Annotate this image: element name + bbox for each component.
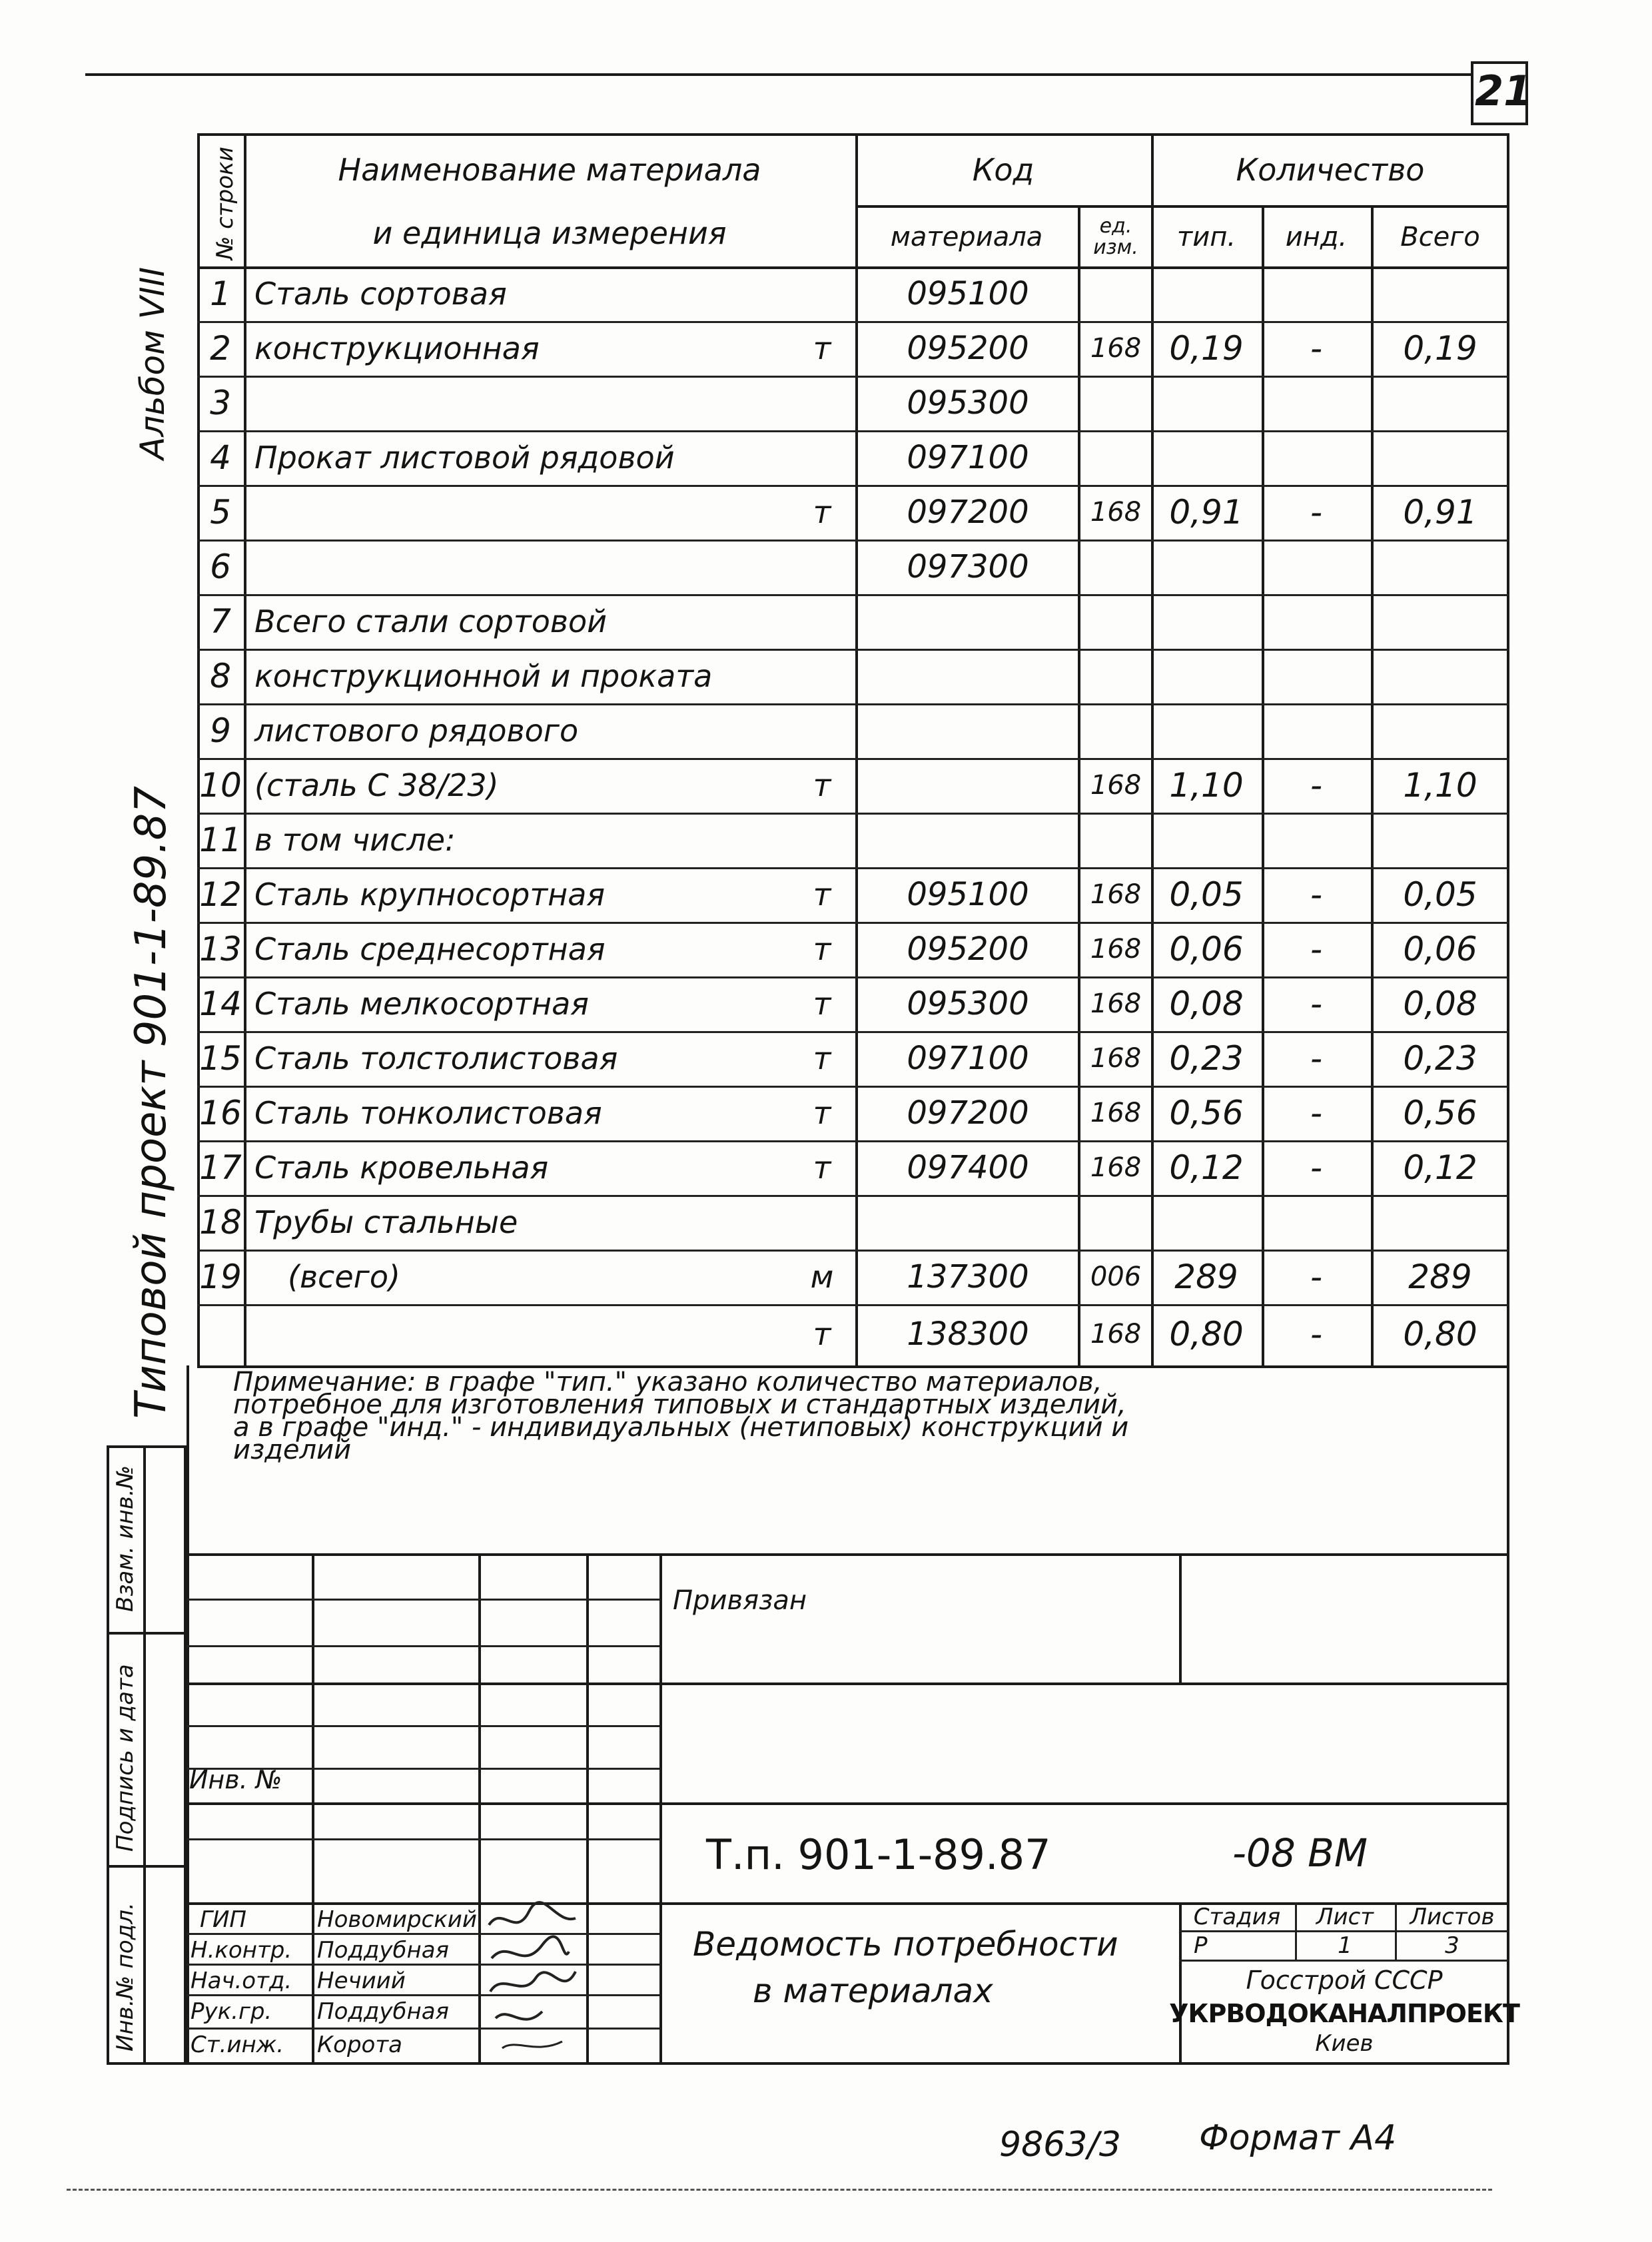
row-unit: т bbox=[813, 1040, 831, 1076]
row-code: 097100 bbox=[907, 439, 1029, 476]
org-city: Киев bbox=[1315, 2030, 1374, 2057]
row-code: 095100 bbox=[907, 876, 1029, 913]
row-total: 0,12 bbox=[1403, 1148, 1477, 1187]
row-code: 097300 bbox=[907, 548, 1029, 585]
row-number: 18 bbox=[199, 1203, 242, 1242]
row-tip: 289 bbox=[1174, 1258, 1238, 1296]
side-stamp-signature: Подпись и дата bbox=[112, 1664, 139, 1852]
stamp-row bbox=[187, 1964, 659, 1966]
header-quantity: Количество bbox=[1236, 152, 1425, 188]
row-unit: м bbox=[810, 1259, 834, 1295]
person-role: Рук.гр. bbox=[191, 1998, 272, 2025]
row-total: 289 bbox=[1408, 1258, 1472, 1296]
row-ed: 168 bbox=[1090, 497, 1142, 528]
row-name: Прокат листовой рядовой bbox=[254, 440, 675, 476]
row-code: 095100 bbox=[907, 275, 1029, 312]
note-line-3: а в графе "инд." - индивидуальных (нетиповых) конструкций и bbox=[233, 1412, 1129, 1443]
row-name: Трубы стальные bbox=[254, 1204, 518, 1240]
row-total: 0,23 bbox=[1403, 1039, 1477, 1078]
sheets-value: 3 bbox=[1445, 1932, 1459, 1959]
org-line-1: Госстрой СССР bbox=[1246, 1966, 1443, 1995]
row-number: 16 bbox=[199, 1094, 242, 1132]
side-stamp-divider bbox=[107, 1632, 187, 1635]
project-label: Типовой проект 901-1-89.87 bbox=[127, 785, 176, 1419]
person-role: Нач.отд. bbox=[191, 1968, 292, 1994]
row-tip: 0,08 bbox=[1169, 984, 1244, 1023]
row-number: 14 bbox=[199, 984, 242, 1023]
bottom-rule bbox=[67, 2189, 1492, 2191]
row-ind: - bbox=[1310, 984, 1323, 1023]
row-code: 097200 bbox=[907, 494, 1029, 531]
row-tip: 0,91 bbox=[1169, 493, 1244, 532]
row-name: Сталь кровельная bbox=[254, 1150, 549, 1186]
page-number: 21 bbox=[1475, 67, 1533, 115]
stamp-col bbox=[478, 1553, 481, 2065]
row-total: 0,08 bbox=[1403, 984, 1477, 1023]
row-ind: - bbox=[1310, 930, 1323, 968]
person-name: Нечиий bbox=[317, 1968, 406, 1994]
row-ed: 168 bbox=[1090, 988, 1142, 1019]
row-name: Сталь мелкосортная bbox=[254, 986, 589, 1022]
row-ed: 168 bbox=[1090, 1152, 1142, 1183]
sheet-value: 1 bbox=[1338, 1932, 1352, 1959]
row-number: 13 bbox=[199, 930, 242, 968]
row-tip: 0,05 bbox=[1169, 875, 1244, 914]
row-total: 1,10 bbox=[1403, 766, 1477, 805]
doc-title-line-1: Ведомость потребности bbox=[693, 1925, 1118, 1964]
note-line-1: Примечание: в графе "тип." указано количество материалов, bbox=[233, 1367, 1102, 1397]
row-code: 097200 bbox=[907, 1094, 1029, 1132]
org-line-2: УКРВОДОКАНАЛПРОЕКТ bbox=[1169, 1999, 1519, 2028]
row-number: 3 bbox=[210, 384, 231, 422]
row-tip: 1,10 bbox=[1169, 766, 1244, 805]
stamp-col bbox=[586, 1553, 589, 2065]
row-unit: т bbox=[813, 494, 831, 530]
row-number: 8 bbox=[210, 657, 231, 695]
row-tip: 0,12 bbox=[1169, 1148, 1244, 1187]
row-name: (всего) bbox=[288, 1259, 400, 1295]
row-name: конструкционная bbox=[254, 330, 540, 366]
row-unit: т bbox=[813, 931, 831, 967]
row-number: 17 bbox=[199, 1148, 242, 1187]
row-number: 1 bbox=[210, 274, 231, 313]
row-code: 095200 bbox=[907, 931, 1029, 968]
row-name: конструкционной и проката bbox=[254, 658, 713, 694]
row-ind: - bbox=[1310, 493, 1323, 532]
row-code: 095300 bbox=[907, 985, 1029, 1022]
doc-code: Т.п. 901-1-89.87 bbox=[706, 1830, 1051, 1879]
row-number: 4 bbox=[210, 438, 231, 477]
row-code: 095300 bbox=[907, 384, 1029, 422]
row-name: Всего стали сортовой bbox=[254, 603, 607, 639]
row-number: 10 bbox=[199, 766, 242, 805]
stamp-row bbox=[187, 1725, 659, 1727]
row-unit: т bbox=[813, 1095, 831, 1131]
stamp-col bbox=[659, 1553, 662, 2065]
row-ind: - bbox=[1310, 1094, 1323, 1132]
row-tip: 0,06 bbox=[1169, 930, 1244, 968]
stamp-col bbox=[312, 1553, 314, 2065]
note-line-4: изделий bbox=[233, 1435, 352, 1465]
stamp-row bbox=[187, 2028, 659, 2030]
row-ind: - bbox=[1310, 1148, 1323, 1187]
row-name: Сталь толстолистовая bbox=[254, 1040, 618, 1076]
inv-no-label: Инв. № bbox=[189, 1765, 282, 1794]
doc-title-line-2: в материалах bbox=[753, 1972, 993, 2010]
stamp-row bbox=[187, 1994, 659, 1996]
row-number: 19 bbox=[199, 1258, 242, 1296]
row-total: 0,56 bbox=[1403, 1094, 1477, 1132]
row-total: 0,05 bbox=[1403, 875, 1477, 914]
header-code: Код bbox=[972, 152, 1034, 188]
row-tip: 0,23 bbox=[1169, 1039, 1244, 1078]
footer-format: Формат А4 bbox=[1199, 2118, 1397, 2158]
row-name: Сталь сортовая bbox=[254, 276, 507, 312]
side-stamp-divider bbox=[107, 1865, 187, 1868]
row-ed: 168 bbox=[1090, 1043, 1142, 1074]
row-ind: - bbox=[1310, 1258, 1323, 1296]
row-ed: 168 bbox=[1090, 934, 1142, 964]
stage-value: Р bbox=[1194, 1932, 1208, 1959]
row-name: Сталь крупносортная bbox=[254, 877, 606, 913]
row-number: 5 bbox=[210, 493, 231, 532]
footer-number: 9863/3 bbox=[999, 2125, 1121, 2165]
stamp-col bbox=[1179, 1553, 1182, 1682]
row-number: 11 bbox=[199, 821, 242, 859]
row-name: (сталь С 38/23) bbox=[254, 767, 499, 803]
row-code: 097100 bbox=[907, 1040, 1029, 1077]
stamp-row bbox=[187, 1933, 659, 1935]
row-unit: т bbox=[813, 1316, 831, 1352]
row-ind: - bbox=[1310, 766, 1323, 805]
header-unit: ед. изм. bbox=[1093, 214, 1138, 259]
header-name-line1: Наименование материала bbox=[338, 152, 761, 188]
person-role: Ст.инж. bbox=[191, 2032, 284, 2058]
stage-label: Стадия bbox=[1193, 1904, 1281, 1930]
signature-scribbles bbox=[482, 1898, 582, 2058]
stamp-row bbox=[187, 1682, 1509, 1685]
row-ind: - bbox=[1310, 875, 1323, 914]
row-code: 095200 bbox=[907, 330, 1029, 367]
row-number: 12 bbox=[199, 875, 242, 914]
person-name: Корота bbox=[317, 2032, 402, 2058]
note-line-2: потребное для изготовления типовых и стандартных изделий, bbox=[233, 1389, 1126, 1420]
header-ind: инд. bbox=[1285, 222, 1348, 252]
row-ed: 168 bbox=[1090, 1319, 1142, 1349]
doc-suffix: -08 ВМ bbox=[1232, 1830, 1368, 1876]
row-number: 9 bbox=[210, 711, 231, 750]
album-label: Альбом VIII bbox=[133, 266, 172, 460]
side-stamp-divider bbox=[143, 1445, 146, 2065]
row-number: 15 bbox=[199, 1039, 242, 1078]
privyazan-label: Привязан bbox=[673, 1585, 807, 1616]
row-ed: 168 bbox=[1090, 770, 1142, 801]
row-total: 0,91 bbox=[1403, 493, 1477, 532]
row-code: 137300 bbox=[907, 1258, 1029, 1296]
row-tip: 0,80 bbox=[1169, 1315, 1244, 1353]
row-total: 0,19 bbox=[1403, 329, 1477, 368]
row-code: 138300 bbox=[907, 1315, 1029, 1353]
row-name: в том числе: bbox=[254, 822, 456, 858]
row-number: 2 bbox=[210, 329, 231, 368]
stamp-row bbox=[187, 1838, 659, 1840]
header-name-line2: и единица измерения bbox=[372, 215, 727, 251]
header-total: Всего bbox=[1400, 222, 1480, 252]
row-name: Сталь тонколистовая bbox=[254, 1095, 602, 1131]
top-rule bbox=[85, 73, 1471, 76]
person-role: ГИП bbox=[200, 1906, 246, 1933]
row-unit: т bbox=[813, 767, 831, 803]
row-name: Сталь среднесортная bbox=[254, 931, 606, 967]
sheet-label: Лист bbox=[1316, 1904, 1374, 1930]
row-tip: 0,19 bbox=[1169, 329, 1244, 368]
header-tip: тип. bbox=[1176, 222, 1236, 252]
row-name: листового рядового bbox=[254, 713, 579, 749]
person-name: Новомирский bbox=[317, 1906, 477, 1933]
row-unit: т bbox=[813, 986, 831, 1022]
row-ed: 168 bbox=[1090, 879, 1142, 910]
stamp-row bbox=[187, 1645, 659, 1647]
person-name: Поддубная bbox=[317, 1998, 449, 2025]
header-material: материала bbox=[890, 222, 1043, 252]
person-name: Поддубная bbox=[317, 1937, 449, 1964]
stamp-row bbox=[187, 1802, 1509, 1805]
row-unit: т bbox=[813, 877, 831, 913]
stamp-row bbox=[1179, 1960, 1509, 1962]
row-ed: 168 bbox=[1090, 1098, 1142, 1128]
side-stamp-replace: Взам. инв.№ bbox=[112, 1465, 139, 1612]
row-line bbox=[197, 540, 1509, 542]
side-stamp-inv: Инв.№ подл. bbox=[112, 1902, 139, 2052]
sheets-label: Листов bbox=[1410, 1904, 1495, 1930]
stamp-row bbox=[187, 1599, 659, 1601]
row-ed: 006 bbox=[1090, 1262, 1142, 1292]
row-ind: - bbox=[1310, 329, 1323, 368]
row-unit: т bbox=[813, 330, 831, 366]
row-number: 7 bbox=[210, 602, 231, 641]
row-line bbox=[197, 376, 1509, 378]
row-total: 0,06 bbox=[1403, 930, 1477, 968]
row-total: 0,80 bbox=[1403, 1315, 1477, 1353]
person-role: Н.контр. bbox=[191, 1937, 292, 1964]
row-ind: - bbox=[1310, 1039, 1323, 1078]
row-unit: т bbox=[813, 1150, 831, 1186]
row-tip: 0,56 bbox=[1169, 1094, 1244, 1132]
row-ed: 168 bbox=[1090, 333, 1142, 364]
header-row-no: № строки bbox=[212, 147, 238, 260]
row-number: 6 bbox=[210, 548, 231, 586]
row-ind: - bbox=[1310, 1315, 1323, 1353]
row-code: 097400 bbox=[907, 1149, 1029, 1186]
